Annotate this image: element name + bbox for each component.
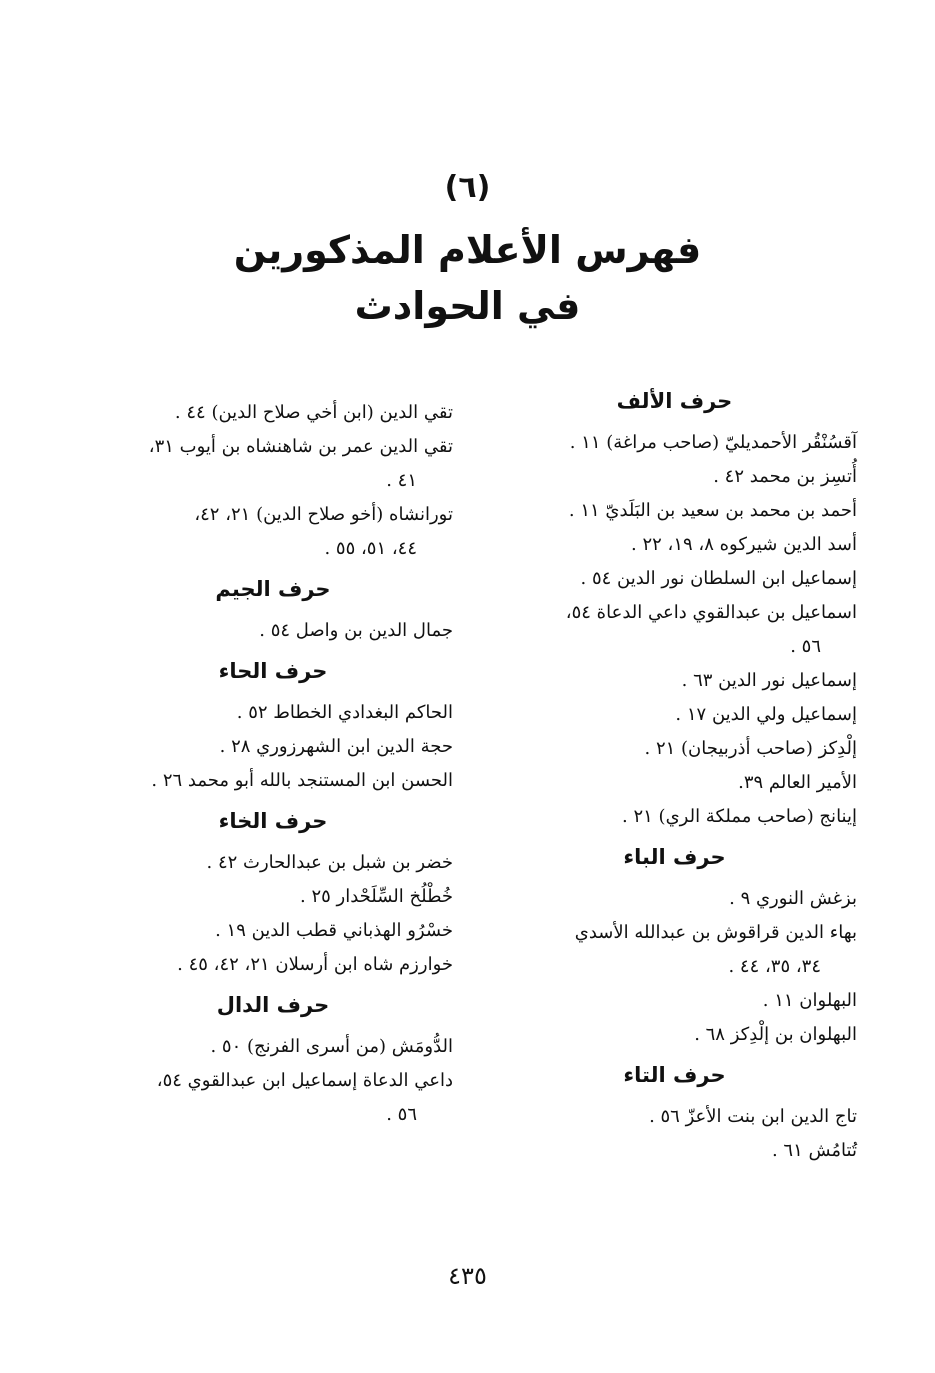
entry-line: الحاكم البغدادي الخطاط ٥٢ . [236, 702, 453, 723]
section-heading: حرف الدال [216, 993, 330, 1017]
page-title-line-1: فهرس الأعلام المذكورين [233, 228, 702, 272]
chapter-number: (٦) [444, 170, 491, 205]
section-heading: حرف الباء [623, 845, 726, 869]
index-section [93, 652, 453, 798]
entry-line: خوارزم شاه ابن أرسلان ٢١، ٤٢، ٤٥ . [177, 954, 453, 975]
entry-line: ٤٤، ٥١، ٥٥ . [324, 538, 417, 559]
index-entry [492, 882, 857, 916]
index-entry [492, 732, 857, 766]
section-heading: حرف الجيم [215, 577, 331, 601]
index-entry [93, 396, 453, 430]
index-entry [492, 698, 857, 732]
index-entry [93, 1030, 453, 1064]
entry-line: إينانج (صاحب مملكة الري) ٢١ . [622, 806, 857, 827]
index-entry [492, 528, 857, 562]
index-entry [492, 800, 857, 834]
index-section [492, 1056, 857, 1168]
index-entry [93, 498, 453, 566]
entry-line: البهلوان بن إلْدِكز ٦٨ . [694, 1024, 857, 1045]
index-entry [492, 562, 857, 596]
index-entry [93, 1064, 453, 1132]
index-entry [492, 766, 857, 800]
index-entry [93, 730, 453, 764]
entry-line: ٤١ . [386, 470, 417, 491]
entry-line: أسد الدين شيركوه ٨، ١٩، ٢٢ . [631, 534, 857, 555]
index-entry [492, 984, 857, 1018]
entry-line: الدُّومَش (من أسرى الفرنج) ٥٠ . [210, 1036, 453, 1057]
entry-line: تُتامُش ٦١ . [771, 1140, 857, 1161]
entry-line: حجة الدين ابن الشهرزوري ٢٨ . [219, 736, 453, 757]
index-column-right [492, 378, 857, 1168]
index-entry [93, 614, 453, 648]
index-column-left [93, 396, 453, 1132]
index-section [93, 396, 453, 566]
section-heading: حرف الألف [616, 389, 733, 413]
entry-line: تورانشاه (أخو صلاح الدين) ٢١، ٤٢، [194, 504, 453, 525]
index-entry [492, 664, 857, 698]
entry-line: البهلوان ١١ . [762, 990, 857, 1011]
section-heading: حرف التاء [623, 1063, 726, 1087]
entry-line: بهاء الدين قراقوش بن عبدالله الأسدي [574, 922, 857, 943]
index-entry [93, 914, 453, 948]
index-section [93, 570, 453, 648]
entry-line: بزغش النوري ٩ . [729, 888, 857, 909]
entry-line: أُتسِز بن محمد ٤٢ . [713, 466, 857, 487]
entry-line: اسماعيل بن عبدالقوي داعي الدعاة ٥٤، [565, 602, 857, 623]
index-entry [492, 1100, 857, 1134]
index-entry [492, 494, 857, 528]
index-section [492, 838, 857, 1052]
index-entry [492, 460, 857, 494]
section-heading: حرف الحاء [218, 659, 328, 683]
index-entry [492, 596, 857, 664]
index-entry [93, 430, 453, 498]
entry-line: ٣٤، ٣٥، ٤٤ . [728, 956, 821, 977]
entry-line: أحمد بن محمد بن سعيد بن البَلَديّ ١١ . [568, 500, 857, 521]
entry-line: تقي الدين عمر بن شاهنشاه بن أيوب ٣١، [148, 436, 453, 457]
entry-line: خسْرُو الهذباني قطب الدين ١٩ . [215, 920, 453, 941]
index-section [93, 802, 453, 982]
entry-line: تقي الدين (ابن أخي صلاح الدين) ٤٤ . [174, 402, 453, 423]
page-title-line-2: في الحوادث [354, 284, 581, 328]
entry-line: ٥٦ . [790, 636, 821, 657]
index-entry [492, 1134, 857, 1168]
entry-line: ٥٦ . [386, 1104, 417, 1125]
entry-line: إلْدِكز (صاحب أذربيجان) ٢١ . [644, 738, 857, 759]
entry-line: جمال الدين بن واصل ٥٤ . [259, 620, 453, 641]
entry-line: إسماعيل ولي الدين ١٧ . [675, 704, 857, 725]
index-section [93, 986, 453, 1132]
page-heading [0, 168, 935, 334]
index-entry [93, 948, 453, 982]
index-section [492, 382, 857, 834]
entry-line: آقسُنْقُر الأحمديليّ (صاحب مراغة) ١١ . [569, 432, 857, 453]
entry-line: خُطْلُخ السِّلَحْدار ٢٥ . [300, 886, 453, 907]
entry-line: خضر بن شبل بن عبدالحارث ٤٢ . [206, 852, 453, 873]
index-entry [93, 764, 453, 798]
entry-line: الأمير العالم ٣٩. [738, 772, 857, 793]
entry-line: إسماعيل ابن السلطان نور الدين ٥٤ . [580, 568, 857, 589]
entry-line: داعي الدعاة إسماعيل ابن عبدالقوي ٥٤، [156, 1070, 453, 1091]
index-entry [93, 846, 453, 880]
index-entry [492, 1018, 857, 1052]
entry-line: تاج الدين ابن بنت الأعزّ ٥٦ . [649, 1106, 857, 1127]
index-entry [492, 916, 857, 984]
section-heading: حرف الخاء [218, 809, 328, 833]
page-number: ٤٣٥ [448, 1262, 487, 1290]
index-entry [93, 696, 453, 730]
index-entry [492, 426, 857, 460]
entry-line: الحسن ابن المستنجد بالله أبو محمد ٢٦ . [151, 770, 453, 791]
index-entry [93, 880, 453, 914]
entry-line: إسماعيل نور الدين ٦٣ . [681, 670, 857, 691]
